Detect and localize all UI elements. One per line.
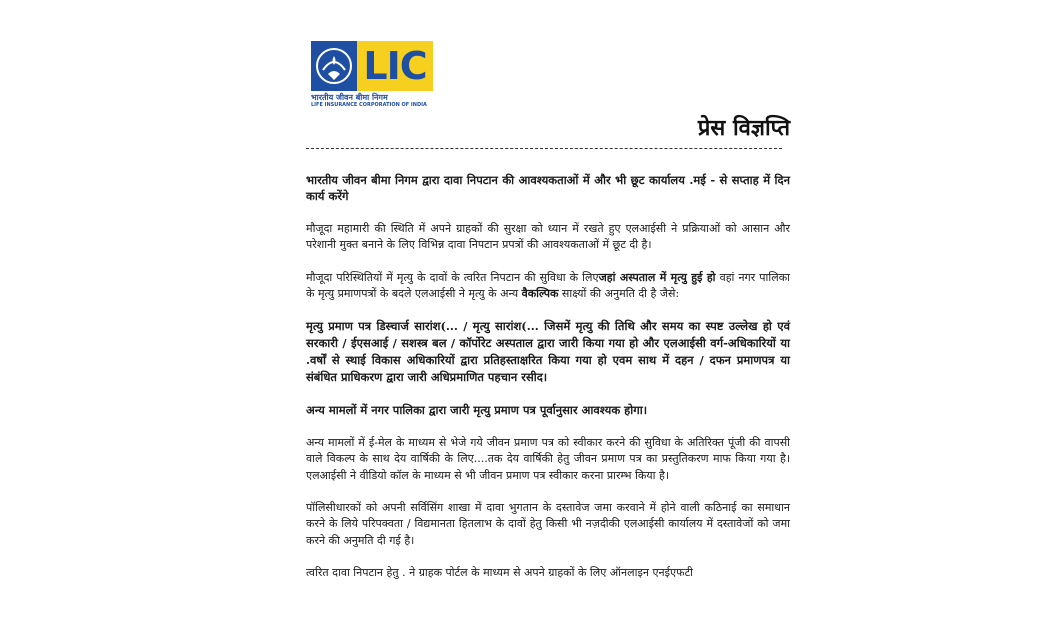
- paragraph-2-text-c: साक्ष्यों की अनुमति दी है जैसे:: [558, 287, 680, 301]
- lamp-emblem-icon: [311, 41, 357, 91]
- paragraph-2-bold-a: जहां अस्पताल में मृत्यु हुई हो: [598, 270, 716, 284]
- municipal-note: अन्य मामलों में नगर पालिका द्वारा जारी मृत्यु प्रमाण पत्र पूर्वानुसार आवश्यक होगा।: [306, 403, 648, 418]
- paragraph-2: [306, 270, 790, 303]
- lic-logo: [311, 41, 433, 107]
- logo-hindi-text: भारतीय जीवन बीमा निगम: [311, 92, 388, 102]
- evidence-list: मृत्यु प्रमाण पत्र डिस्चार्ज सारांश(... / मृत्यु सारांश(... जिसमें मृत्यु की तिथि और समय का स्पष्ट उल्लेख हो एवं सरकारी / ईएसआई / सशस्त्र बल / कॉर्पोरेट अस्पताल द्वारा जारी किया गया हो और एलआईसी वर्ग-अधिकारियों या .वर्षों से स्थाई विकास अधिकारियों द्वारा प्रतिहस्ताक्षरित किया गया हो एवम साथ में दहन / दफन प्रमाणपत्र या संबंधित प्राधिकरण द्वारा जारी अधिप्रमाणित पहचान रसीद।: [306, 319, 790, 385]
- document-title: भारतीय जीवन बीमा निगम द्वारा दावा निपटान की आवश्यकताओं में और भी छूट कार्यालय .मई - से सप्ताह में दिन कार्य करेंगे: [306, 173, 790, 204]
- paragraph-5: त्वरित दावा निपटान हेतु . ने ग्राहक पोर्टल के माध्यम से अपने ग्राहकों के लिए ऑनलाइन एनईएफटी: [306, 566, 694, 580]
- dashed-divider: [306, 148, 782, 149]
- paragraph-4: पॉलिसीधारकों को अपनी सर्विसिंग शाखा में दावा भुगतान के दस्तावेज जमा करवाने में होने वाली कठिनाई का समाधान करने के लिये परिपक्वता / विद्यमानता हितलाभ के दावों हेतु किसी भी नज़दीकी एलआईसी कार्यालय में दस्तावेजों को जमा करने की अनुमति दी गई है।: [306, 501, 790, 547]
- logo-box: [311, 41, 433, 91]
- paragraph-2-bold-b: वैकल्पिक: [521, 287, 559, 301]
- paragraph-1: मौजूदा महामारी की स्थिति में अपने ग्राहकों की सुरक्षा को ध्यान में रखते हुए एलआईसी ने प्रक्रियाओं को आसान और परेशानी मुक्त बनाने के लिए विभिन्न दावा निपटान प्रपत्रों की आवश्यकताओं में छूट दी है।: [306, 221, 790, 252]
- paragraph-3: अन्य मामलों में ई-मेल के माध्यम से भेजे गये जीवन प्रमाण पत्र को स्वीकार करने की सुविधा के अतिरिक्त पूंजी की वापसी वाले विकल्प के साथ देय वार्षिकी के लिए....तक देय वार्षिकी हेतु जीवन प्रमाण पत्र का प्रस्तुतिकरण माफ किया गया है। एलआईसी ने वीडियो कॉल के माध्यम से भी जीवन प्रमाण पत्र स्वीकार करना प्रारम्भ किया है।: [306, 435, 790, 482]
- logo-wordmark: LIC: [357, 41, 433, 91]
- press-release-heading: प्रेस विज्ञप्ति: [697, 115, 790, 141]
- logo-english-text: LIFE INSURANCE CORPORATION OF INDIA: [311, 102, 427, 108]
- paragraph-2-text-b: वहां नगर पालिका के मृत्यु प्रमाणपत्रों के बदले एलआईसी ने मृत्यु के अन्य: [306, 270, 790, 301]
- paragraph-2-text-a: मौजूदा परिस्थितियों में मृत्यु के दावों के त्वरित निपटान की सुविधा के लिए: [306, 270, 599, 284]
- document-body: [306, 172, 790, 598]
